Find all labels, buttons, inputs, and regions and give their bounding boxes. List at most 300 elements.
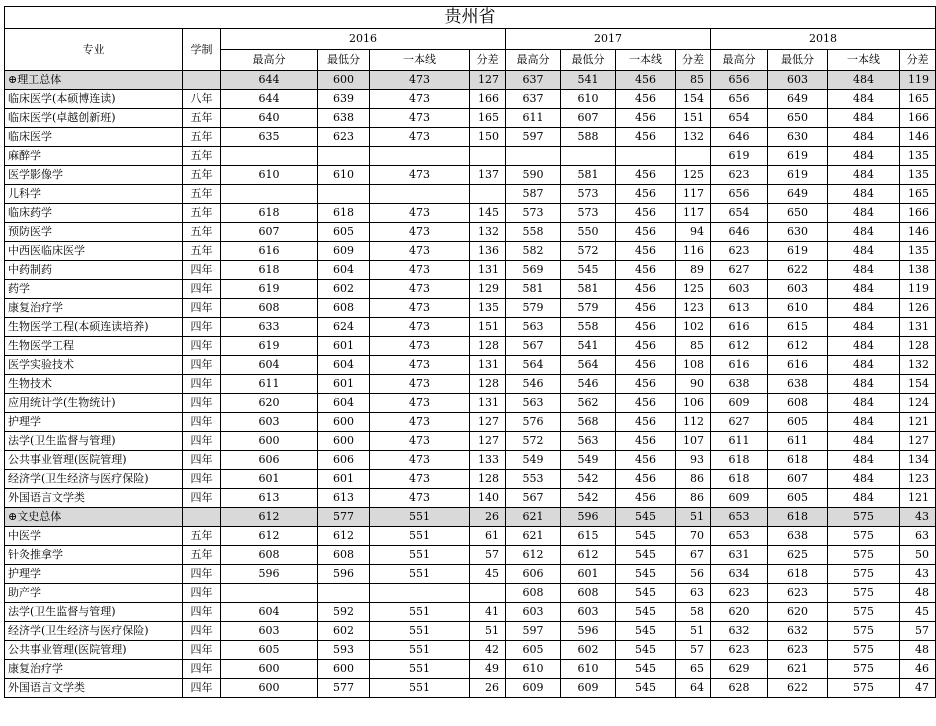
- gap-2018-cell: 127: [900, 432, 936, 451]
- max-2018-cell: 623: [711, 584, 768, 603]
- min-2018-cell: 605: [768, 489, 828, 508]
- gap-2016-cell: 131: [470, 261, 506, 280]
- min-2017-cell: 541: [561, 337, 616, 356]
- major-name-cell: 中西医临床医学: [5, 242, 183, 261]
- min-2017-cell: 542: [561, 470, 616, 489]
- line-2017-cell: 456: [616, 185, 676, 204]
- line-2017-cell: 456: [616, 318, 676, 337]
- line-2017-cell: 545: [616, 546, 676, 565]
- duration-cell: 八年: [183, 90, 221, 109]
- duration-cell: 四年: [183, 356, 221, 375]
- max-2016-cell: 613: [221, 489, 318, 508]
- max-2017-cell: 564: [506, 356, 561, 375]
- gap-2017-cell: [676, 147, 711, 166]
- major-name-cell: 护理学: [5, 413, 183, 432]
- line-2018-cell: 484: [828, 166, 900, 185]
- table-row: [5, 280, 936, 299]
- major-name-cell: 经济学(卫生经济与医疗保险): [5, 622, 183, 641]
- min-2018-cell: 622: [768, 261, 828, 280]
- max-2016-cell: [221, 584, 318, 603]
- sub-header-line-2017: 一本线: [616, 50, 676, 71]
- duration-cell: 四年: [183, 470, 221, 489]
- max-2016-cell: 600: [221, 432, 318, 451]
- max-2018-cell: 612: [711, 337, 768, 356]
- gap-2016-cell: 131: [470, 394, 506, 413]
- line-2016-cell: 551: [370, 679, 470, 698]
- line-2018-cell: 484: [828, 261, 900, 280]
- sub-header-max-2017: 最高分: [506, 50, 561, 71]
- duration-cell: 五年: [183, 223, 221, 242]
- min-2017-cell: [561, 147, 616, 166]
- line-2017-cell: 456: [616, 71, 676, 90]
- min-2017-cell: 607: [561, 109, 616, 128]
- max-2017-cell: 563: [506, 394, 561, 413]
- duration-cell: 五年: [183, 147, 221, 166]
- min-2017-cell: 596: [561, 622, 616, 641]
- max-2018-cell: 628: [711, 679, 768, 698]
- line-2018-cell: 484: [828, 299, 900, 318]
- min-2018-cell: 608: [768, 394, 828, 413]
- min-2017-cell: 573: [561, 204, 616, 223]
- min-2017-cell: 612: [561, 546, 616, 565]
- min-2018-cell: 619: [768, 166, 828, 185]
- gap-2018-cell: 46: [900, 660, 936, 679]
- min-2017-cell: 588: [561, 128, 616, 147]
- min-2018-cell: 621: [768, 660, 828, 679]
- line-2018-cell: 575: [828, 508, 900, 527]
- min-2017-cell: 549: [561, 451, 616, 470]
- min-2018-cell: 618: [768, 565, 828, 584]
- gap-2018-cell: 135: [900, 242, 936, 261]
- line-2017-cell: 456: [616, 470, 676, 489]
- gap-2016-cell: 127: [470, 432, 506, 451]
- min-2018-cell: 619: [768, 242, 828, 261]
- min-2016-cell: 602: [318, 622, 370, 641]
- gap-2016-cell: 133: [470, 451, 506, 470]
- min-2016-cell: 600: [318, 660, 370, 679]
- gap-2017-cell: 70: [676, 527, 711, 546]
- gap-2018-cell: 135: [900, 147, 936, 166]
- gap-2017-cell: 107: [676, 432, 711, 451]
- duration-cell: 四年: [183, 432, 221, 451]
- sub-header-max-2016: 最高分: [221, 50, 318, 71]
- line-2018-cell: 484: [828, 71, 900, 90]
- min-2017-cell: 558: [561, 318, 616, 337]
- line-2018-cell: 484: [828, 318, 900, 337]
- duration-cell: 四年: [183, 280, 221, 299]
- line-2017-cell: 456: [616, 128, 676, 147]
- min-2018-cell: 623: [768, 641, 828, 660]
- major-name-cell: 预防医学: [5, 223, 183, 242]
- max-2017-cell: [506, 147, 561, 166]
- sub-header-line-2018: 一本线: [828, 50, 900, 71]
- max-2018-cell: 613: [711, 299, 768, 318]
- max-2016-cell: 608: [221, 299, 318, 318]
- line-2018-cell: 575: [828, 603, 900, 622]
- table-row: [5, 584, 936, 603]
- gap-2017-cell: 125: [676, 166, 711, 185]
- table-row: [5, 413, 936, 432]
- gap-2016-cell: 128: [470, 337, 506, 356]
- min-2016-cell: 618: [318, 204, 370, 223]
- max-2018-cell: 653: [711, 508, 768, 527]
- max-2018-cell: 627: [711, 413, 768, 432]
- min-2018-cell: 619: [768, 147, 828, 166]
- duration-cell: 五年: [183, 242, 221, 261]
- table-row: [5, 299, 936, 318]
- major-name-cell: 临床医学: [5, 128, 183, 147]
- line-2016-cell: 551: [370, 546, 470, 565]
- line-2016-cell: 473: [370, 413, 470, 432]
- gap-2017-cell: 108: [676, 356, 711, 375]
- duration-cell: 四年: [183, 622, 221, 641]
- gap-2017-cell: 151: [676, 109, 711, 128]
- gap-2017-cell: 106: [676, 394, 711, 413]
- max-2016-cell: 618: [221, 261, 318, 280]
- gap-2018-cell: 119: [900, 71, 936, 90]
- max-2018-cell: 609: [711, 489, 768, 508]
- max-2016-cell: 612: [221, 508, 318, 527]
- line-2016-cell: 473: [370, 470, 470, 489]
- min-2016-cell: 638: [318, 109, 370, 128]
- duration-cell: 四年: [183, 337, 221, 356]
- max-2017-cell: 553: [506, 470, 561, 489]
- gap-2018-cell: 47: [900, 679, 936, 698]
- duration-cell: 四年: [183, 641, 221, 660]
- min-2018-cell: 610: [768, 299, 828, 318]
- min-2018-cell: 603: [768, 280, 828, 299]
- min-2016-cell: 606: [318, 451, 370, 470]
- max-2018-cell: 623: [711, 166, 768, 185]
- line-2017-cell: 545: [616, 603, 676, 622]
- gap-2017-cell: 57: [676, 641, 711, 660]
- max-2016-cell: 603: [221, 413, 318, 432]
- duration-cell: 四年: [183, 603, 221, 622]
- line-2017-cell: 456: [616, 242, 676, 261]
- line-2016-cell: 473: [370, 489, 470, 508]
- gap-2016-cell: 129: [470, 280, 506, 299]
- max-2016-cell: 600: [221, 660, 318, 679]
- line-2017-cell: 545: [616, 622, 676, 641]
- line-2016-cell: 473: [370, 375, 470, 394]
- min-2016-cell: 612: [318, 527, 370, 546]
- min-2018-cell: 615: [768, 318, 828, 337]
- table-row: [5, 679, 936, 698]
- min-2016-cell: 600: [318, 432, 370, 451]
- max-2017-cell: 609: [506, 679, 561, 698]
- line-2016-cell: [370, 584, 470, 603]
- line-2016-cell: 473: [370, 109, 470, 128]
- max-2018-cell: 631: [711, 546, 768, 565]
- max-2016-cell: 601: [221, 470, 318, 489]
- max-2017-cell: 605: [506, 641, 561, 660]
- max-2018-cell: 653: [711, 527, 768, 546]
- table-row: [5, 565, 936, 584]
- major-name-cell: 助产学: [5, 584, 183, 603]
- gap-2018-cell: 48: [900, 641, 936, 660]
- max-2016-cell: 607: [221, 223, 318, 242]
- line-2016-cell: 473: [370, 223, 470, 242]
- major-name-cell: 经济学(卫生经济与医疗保险): [5, 470, 183, 489]
- major-name-cell: 药学: [5, 280, 183, 299]
- max-2016-cell: 604: [221, 603, 318, 622]
- min-2016-cell: 577: [318, 508, 370, 527]
- min-2018-cell: 638: [768, 375, 828, 394]
- gap-2016-cell: 127: [470, 71, 506, 90]
- line-2017-cell: 456: [616, 356, 676, 375]
- min-2016-cell: 592: [318, 603, 370, 622]
- min-2017-cell: 596: [561, 508, 616, 527]
- max-2016-cell: 608: [221, 546, 318, 565]
- table-row-total: [5, 508, 936, 527]
- min-2018-cell: 638: [768, 527, 828, 546]
- min-2016-cell: [318, 185, 370, 204]
- min-2016-cell: 604: [318, 394, 370, 413]
- line-2016-cell: 473: [370, 451, 470, 470]
- line-2017-cell: 545: [616, 679, 676, 698]
- line-2016-cell: [370, 147, 470, 166]
- max-2016-cell: 605: [221, 641, 318, 660]
- gap-2016-cell: 132: [470, 223, 506, 242]
- max-2018-cell: 603: [711, 280, 768, 299]
- line-2017-cell: 456: [616, 299, 676, 318]
- gap-2018-cell: 146: [900, 128, 936, 147]
- min-2017-cell: 609: [561, 679, 616, 698]
- line-2016-cell: 551: [370, 527, 470, 546]
- line-2018-cell: 484: [828, 185, 900, 204]
- min-2016-cell: [318, 147, 370, 166]
- min-2018-cell: 611: [768, 432, 828, 451]
- min-2018-cell: 630: [768, 223, 828, 242]
- duration-cell: 四年: [183, 565, 221, 584]
- min-2017-cell: 581: [561, 166, 616, 185]
- max-2016-cell: 635: [221, 128, 318, 147]
- duration-cell: 四年: [183, 413, 221, 432]
- max-2017-cell: 606: [506, 565, 561, 584]
- table-row: [5, 470, 936, 489]
- max-2016-cell: 644: [221, 71, 318, 90]
- line-2016-cell: 473: [370, 299, 470, 318]
- major-name-cell: 康复治疗学: [5, 660, 183, 679]
- min-2016-cell: 593: [318, 641, 370, 660]
- gap-2017-cell: 85: [676, 337, 711, 356]
- max-2017-cell: 582: [506, 242, 561, 261]
- gap-2017-cell: 125: [676, 280, 711, 299]
- max-2018-cell: 616: [711, 356, 768, 375]
- gap-2017-cell: 117: [676, 185, 711, 204]
- min-2016-cell: 604: [318, 261, 370, 280]
- min-2017-cell: 564: [561, 356, 616, 375]
- min-2016-cell: 608: [318, 299, 370, 318]
- major-name-cell: 外国语言文学类: [5, 489, 183, 508]
- gap-2016-cell: [470, 147, 506, 166]
- line-2018-cell: 484: [828, 90, 900, 109]
- line-2018-cell: 575: [828, 679, 900, 698]
- gap-2017-cell: 56: [676, 565, 711, 584]
- min-2017-cell: 579: [561, 299, 616, 318]
- gap-2018-cell: 165: [900, 185, 936, 204]
- max-2018-cell: 656: [711, 90, 768, 109]
- gap-2017-cell: 102: [676, 318, 711, 337]
- max-2016-cell: 640: [221, 109, 318, 128]
- min-2017-cell: 545: [561, 261, 616, 280]
- major-name-cell: 护理学: [5, 565, 183, 584]
- line-2018-cell: 575: [828, 565, 900, 584]
- duration-cell: [183, 508, 221, 527]
- major-name-cell: 医学影像学: [5, 166, 183, 185]
- max-2018-cell: 634: [711, 565, 768, 584]
- sub-header-min-2016: 最低分: [318, 50, 370, 71]
- gap-2018-cell: 131: [900, 318, 936, 337]
- line-2017-cell: 456: [616, 375, 676, 394]
- table-row: [5, 622, 936, 641]
- min-2018-cell: 625: [768, 546, 828, 565]
- min-2018-cell: 605: [768, 413, 828, 432]
- duration-cell: 五年: [183, 166, 221, 185]
- max-2018-cell: 618: [711, 470, 768, 489]
- min-2016-cell: 608: [318, 546, 370, 565]
- gap-2017-cell: 58: [676, 603, 711, 622]
- duration-cell: 五年: [183, 109, 221, 128]
- line-2018-cell: 484: [828, 413, 900, 432]
- table-row: [5, 451, 936, 470]
- gap-2017-cell: 117: [676, 204, 711, 223]
- gap-2016-cell: 150: [470, 128, 506, 147]
- gap-2016-cell: 128: [470, 470, 506, 489]
- max-2018-cell: 638: [711, 375, 768, 394]
- max-2017-cell: 563: [506, 318, 561, 337]
- major-name-cell: ⊕理工总体: [5, 71, 183, 90]
- table-row: [5, 90, 936, 109]
- max-2017-cell: 579: [506, 299, 561, 318]
- min-2018-cell: 630: [768, 128, 828, 147]
- max-2016-cell: 610: [221, 166, 318, 185]
- line-2016-cell: 473: [370, 90, 470, 109]
- gap-2016-cell: 145: [470, 204, 506, 223]
- line-2017-cell: 456: [616, 394, 676, 413]
- max-2018-cell: 654: [711, 109, 768, 128]
- admission-score-table: [4, 6, 936, 698]
- line-2018-cell: 484: [828, 451, 900, 470]
- gap-2018-cell: 154: [900, 375, 936, 394]
- max-2016-cell: 618: [221, 204, 318, 223]
- table-row: [5, 242, 936, 261]
- gap-2016-cell: 51: [470, 622, 506, 641]
- line-2016-cell: 473: [370, 280, 470, 299]
- table-row: [5, 223, 936, 242]
- gap-2018-cell: 119: [900, 280, 936, 299]
- max-2017-cell: 567: [506, 489, 561, 508]
- line-2018-cell: 484: [828, 280, 900, 299]
- line-2018-cell: 484: [828, 375, 900, 394]
- max-2017-cell: 569: [506, 261, 561, 280]
- max-2017-cell: 637: [506, 71, 561, 90]
- line-2016-cell: 551: [370, 508, 470, 527]
- min-2016-cell: 609: [318, 242, 370, 261]
- min-2017-cell: 610: [561, 90, 616, 109]
- max-2016-cell: 616: [221, 242, 318, 261]
- max-2018-cell: 656: [711, 71, 768, 90]
- major-name-cell: 中药制药: [5, 261, 183, 280]
- max-2018-cell: 654: [711, 204, 768, 223]
- year-header-2017: 2017: [506, 29, 711, 50]
- sub-header-gap-2018: 分差: [900, 50, 936, 71]
- gap-2018-cell: 132: [900, 356, 936, 375]
- major-name-cell: 法学(卫生监督与管理): [5, 432, 183, 451]
- max-2018-cell: 627: [711, 261, 768, 280]
- min-2016-cell: 624: [318, 318, 370, 337]
- line-2016-cell: 473: [370, 166, 470, 185]
- max-2017-cell: 567: [506, 337, 561, 356]
- line-2016-cell: 473: [370, 432, 470, 451]
- gap-2018-cell: 63: [900, 527, 936, 546]
- line-2016-cell: 473: [370, 204, 470, 223]
- max-2016-cell: [221, 185, 318, 204]
- min-2017-cell: 541: [561, 71, 616, 90]
- major-name-cell: 中医学: [5, 527, 183, 546]
- min-2018-cell: 607: [768, 470, 828, 489]
- line-2018-cell: 484: [828, 147, 900, 166]
- min-2016-cell: 602: [318, 280, 370, 299]
- gap-2017-cell: 86: [676, 489, 711, 508]
- line-2017-cell: 545: [616, 641, 676, 660]
- major-name-cell: 生物医学工程: [5, 337, 183, 356]
- year-header-2016: 2016: [221, 29, 506, 50]
- gap-2016-cell: 49: [470, 660, 506, 679]
- line-2017-cell: 456: [616, 432, 676, 451]
- gap-2017-cell: 123: [676, 299, 711, 318]
- sub-header-line-2016: 一本线: [370, 50, 470, 71]
- line-2017-cell: 456: [616, 280, 676, 299]
- major-name-cell: 应用统计学(生物统计): [5, 394, 183, 413]
- line-2017-cell: 456: [616, 90, 676, 109]
- gap-2016-cell: [470, 185, 506, 204]
- line-2016-cell: 551: [370, 641, 470, 660]
- duration-cell: 四年: [183, 261, 221, 280]
- gap-2018-cell: 138: [900, 261, 936, 280]
- line-2016-cell: 473: [370, 261, 470, 280]
- line-2017-cell: 456: [616, 489, 676, 508]
- gap-2016-cell: 26: [470, 508, 506, 527]
- max-2016-cell: 603: [221, 622, 318, 641]
- table-row-total: [5, 71, 936, 90]
- min-2018-cell: 649: [768, 90, 828, 109]
- max-2017-cell: 549: [506, 451, 561, 470]
- line-2018-cell: 575: [828, 641, 900, 660]
- gap-2016-cell: 127: [470, 413, 506, 432]
- gap-2017-cell: 65: [676, 660, 711, 679]
- max-2017-cell: 576: [506, 413, 561, 432]
- line-2017-cell: 545: [616, 527, 676, 546]
- min-2017-cell: 603: [561, 603, 616, 622]
- sub-header-gap-2017: 分差: [676, 50, 711, 71]
- gap-2017-cell: 51: [676, 622, 711, 641]
- gap-2016-cell: 135: [470, 299, 506, 318]
- min-2017-cell: 572: [561, 242, 616, 261]
- line-2017-cell: [616, 147, 676, 166]
- line-2016-cell: 473: [370, 128, 470, 147]
- max-2016-cell: 612: [221, 527, 318, 546]
- gap-2018-cell: 128: [900, 337, 936, 356]
- year-header-2018: 2018: [711, 29, 936, 50]
- major-name-cell: 临床药学: [5, 204, 183, 223]
- gap-2016-cell: 42: [470, 641, 506, 660]
- gap-2016-cell: 41: [470, 603, 506, 622]
- min-2016-cell: 577: [318, 679, 370, 698]
- line-2018-cell: 575: [828, 660, 900, 679]
- gap-2016-cell: 137: [470, 166, 506, 185]
- table-row: [5, 109, 936, 128]
